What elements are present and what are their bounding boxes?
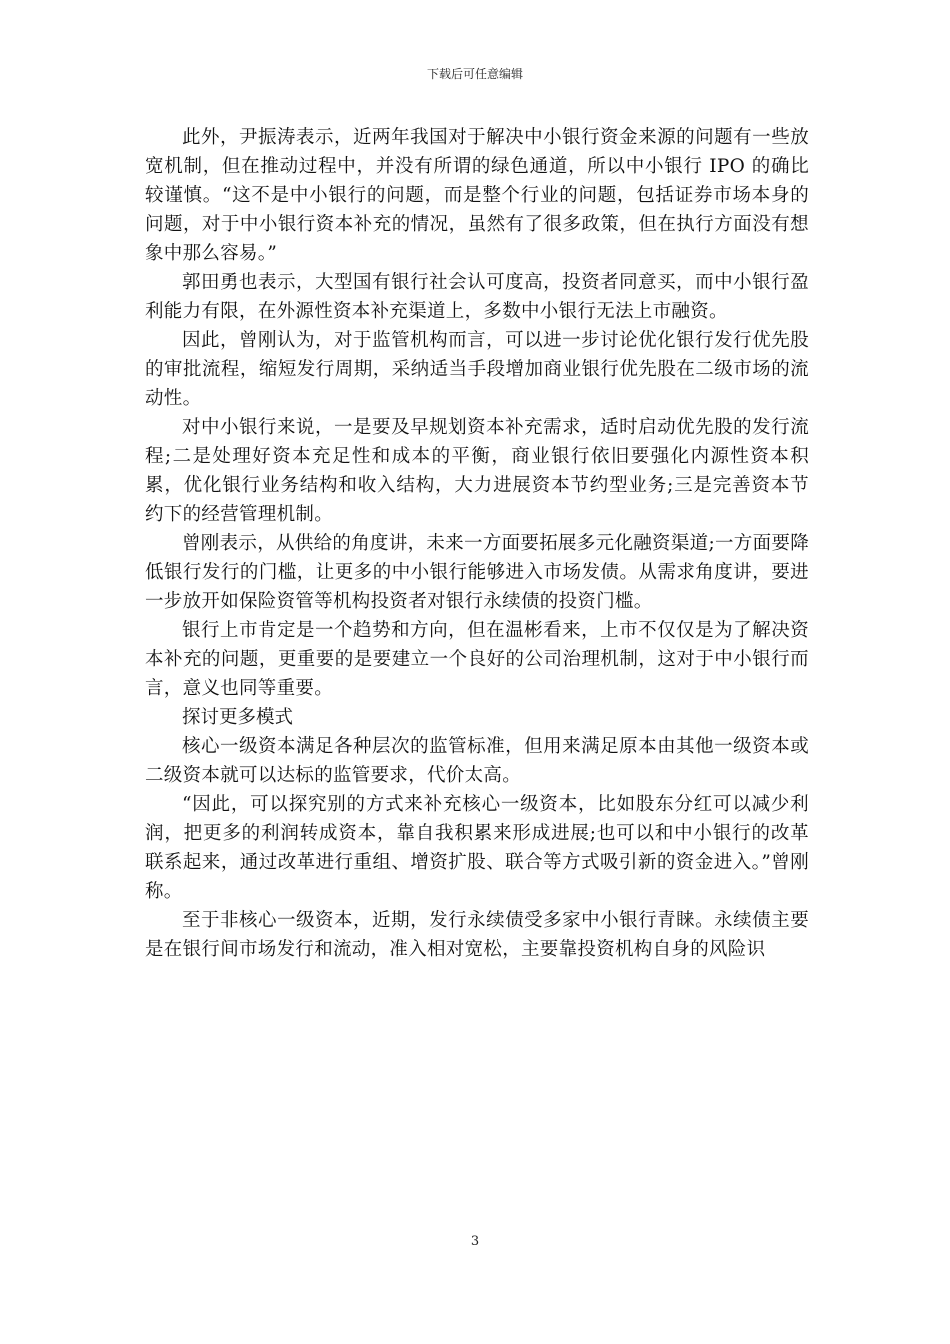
page-number: 3	[470, 1234, 480, 1249]
paragraph-7: 核心一级资本满足各种层次的监管标准，但用来满足原本由其他一级资本或二级资本就可以达标的监管要求，代价太高。	[145, 736, 809, 786]
paragraph-3: 因此，曾刚认为，对于监管机构而言，可以进一步讨论优化银行发行优先股的审批流程，缩短发行周期，采纳适当手段增加商业银行优先股在二级市场的流动性。	[145, 330, 809, 409]
paragraph-6: 银行上市肯定是一个趋势和方向，但在温彬看来，上市不仅仅是为了解决资本补充的问题，更重要的是要建立一个良好的公司治理机制，这对于中小银行而言，意义也同等重要。	[145, 620, 809, 699]
paragraph-2: 郭田勇也表示，大型国有银行社会认可度高，投资者同意买，而中小银行盈利能力有限，在外源性资本补充渠道上，多数中小银行无法上市融资。	[145, 272, 809, 322]
paragraph-8: “因此，可以探究别的方式来补充核心一级资本，比如股东分红可以减少利润，把更多的利润转成资本，靠自我积累来形成进展;也可以和中小银行的改革联系起来，通过改革进行重组、增资扩股、联合等方式吸引新的资金进入。”曾刚称。	[145, 794, 809, 902]
document-body	[145, 123, 809, 964]
paragraph-4: 对中小银行来说，一是要及早规划资本补充需求，适时启动优先股的发行流程;二是处理好资本充足性和成本的平衡，商业银行依旧要强化内源性资本积累，优化银行业务结构和收入结构，大力进展资本节约型业务;三是完善资本节约下的经营管理机制。	[145, 417, 809, 525]
paragraph-9: 至于非核心一级资本，近期，发行永续债受多家中小银行青睐。永续债主要是在银行间市场发行和流动，准入相对宽松，主要靠投资机构自身的风险识	[145, 910, 809, 960]
paragraph-5: 曾刚表示，从供给的角度讲，未来一方面要拓展多元化融资渠道;一方面要降低银行发行的门槛，让更多的中小银行能够进入市场发债。从需求角度讲，要进一步放开如保险资管等机构投资者对银行永续债的投资门槛。	[145, 533, 809, 612]
section-heading: 探讨更多模式	[182, 707, 294, 728]
page-header: 下载后可任意编辑	[426, 67, 523, 81]
paragraph-1: 此外，尹振涛表示，近两年我国对于解决中小银行资金来源的问题有一些放宽机制，但在推动过程中，并没有所谓的绿色通道，所以中小银行 IPO 的确比较谨慎。“这不是中小银行的问题，而是整个行业的问题，包括证券市场本身的问题，对于中小银行资本补充的情况，虽然有了很多政策，但在执行方面没有想象中那么容易。”	[145, 127, 809, 264]
